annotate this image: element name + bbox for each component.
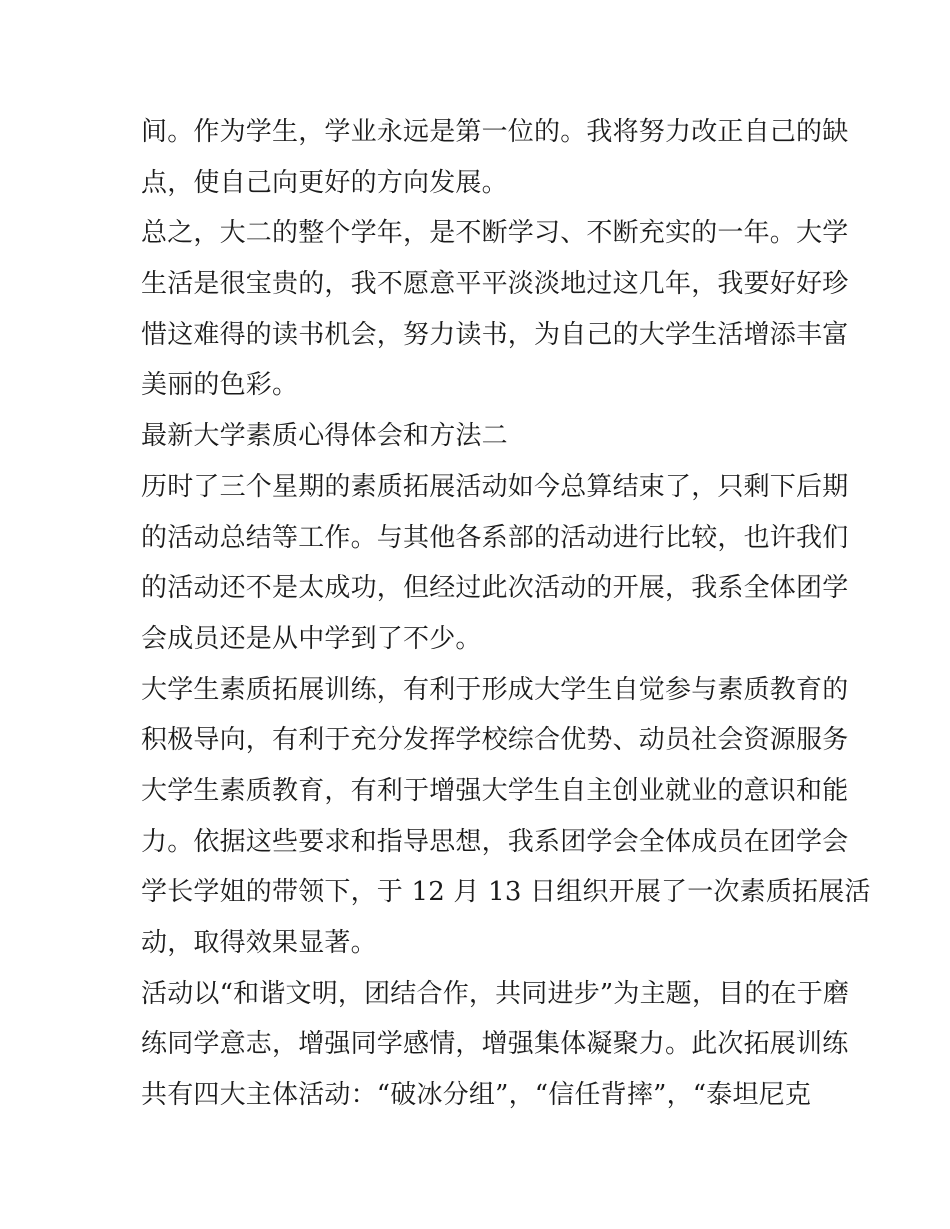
text-line: 间。作为学生，学业永远是第一位的。我将努力改正自己的缺: [141, 117, 849, 147]
text-line: 学长学姐的带领下，于 12 月 13 日组织开展了一次素质拓展活: [141, 877, 871, 908]
text-line: 美丽的色彩。: [141, 370, 299, 401]
text-line: 练同学意志，增强同学感情，增强集体凝聚力。此次拓展训练: [141, 1029, 849, 1060]
text-line: 点，使自己向更好的方向发展。: [141, 167, 508, 198]
text-line: 历时了三个星期的素质拓展活动如今总算结束了，只剩下后期: [141, 471, 849, 502]
text-line: 大学生素质教育，有利于增强大学生自主创业就业的意识和能: [141, 775, 849, 806]
text-line: 惜这难得的读书机会，努力读书，为自己的大学生活增添丰富: [141, 319, 849, 350]
text-line: 大学生素质拓展训练，有利于形成大学生自觉参与素质教育的: [141, 674, 849, 705]
text-line: 会成员还是从中学到了不少。: [141, 623, 482, 654]
text-line: 力。依据这些要求和指导思想，我系团学会全体成员在团学会: [141, 826, 849, 857]
section-heading: 最新大学素质心得体会和方法二: [141, 421, 508, 452]
text-line: 共有四大主体活动：“破冰分组”，“信任背摔”，“泰坦尼克: [141, 1080, 812, 1111]
text-line: 活动以“和谐文明，团结合作，共同进步”为主题，目的在于磨: [141, 978, 850, 1009]
document-body: [141, 107, 871, 1121]
text-line: 积极导向，有利于充分发挥学校综合优势、动员社会资源服务: [141, 725, 849, 756]
text-line: 的活动还不是太成功，但经过此次活动的开展，我系全体团学: [141, 573, 849, 604]
text-line: 的活动总结等工作。与其他各系部的活动进行比较，也许我们: [141, 522, 849, 553]
text-line: 生活是很宝贵的，我不愿意平平淡淡地过这几年，我要好好珍: [141, 269, 849, 300]
text-line: 总之，大二的整个学年，是不断学习、不断充实的一年。大学: [141, 218, 849, 249]
text-line: 动，取得效果显著。: [141, 928, 377, 958]
